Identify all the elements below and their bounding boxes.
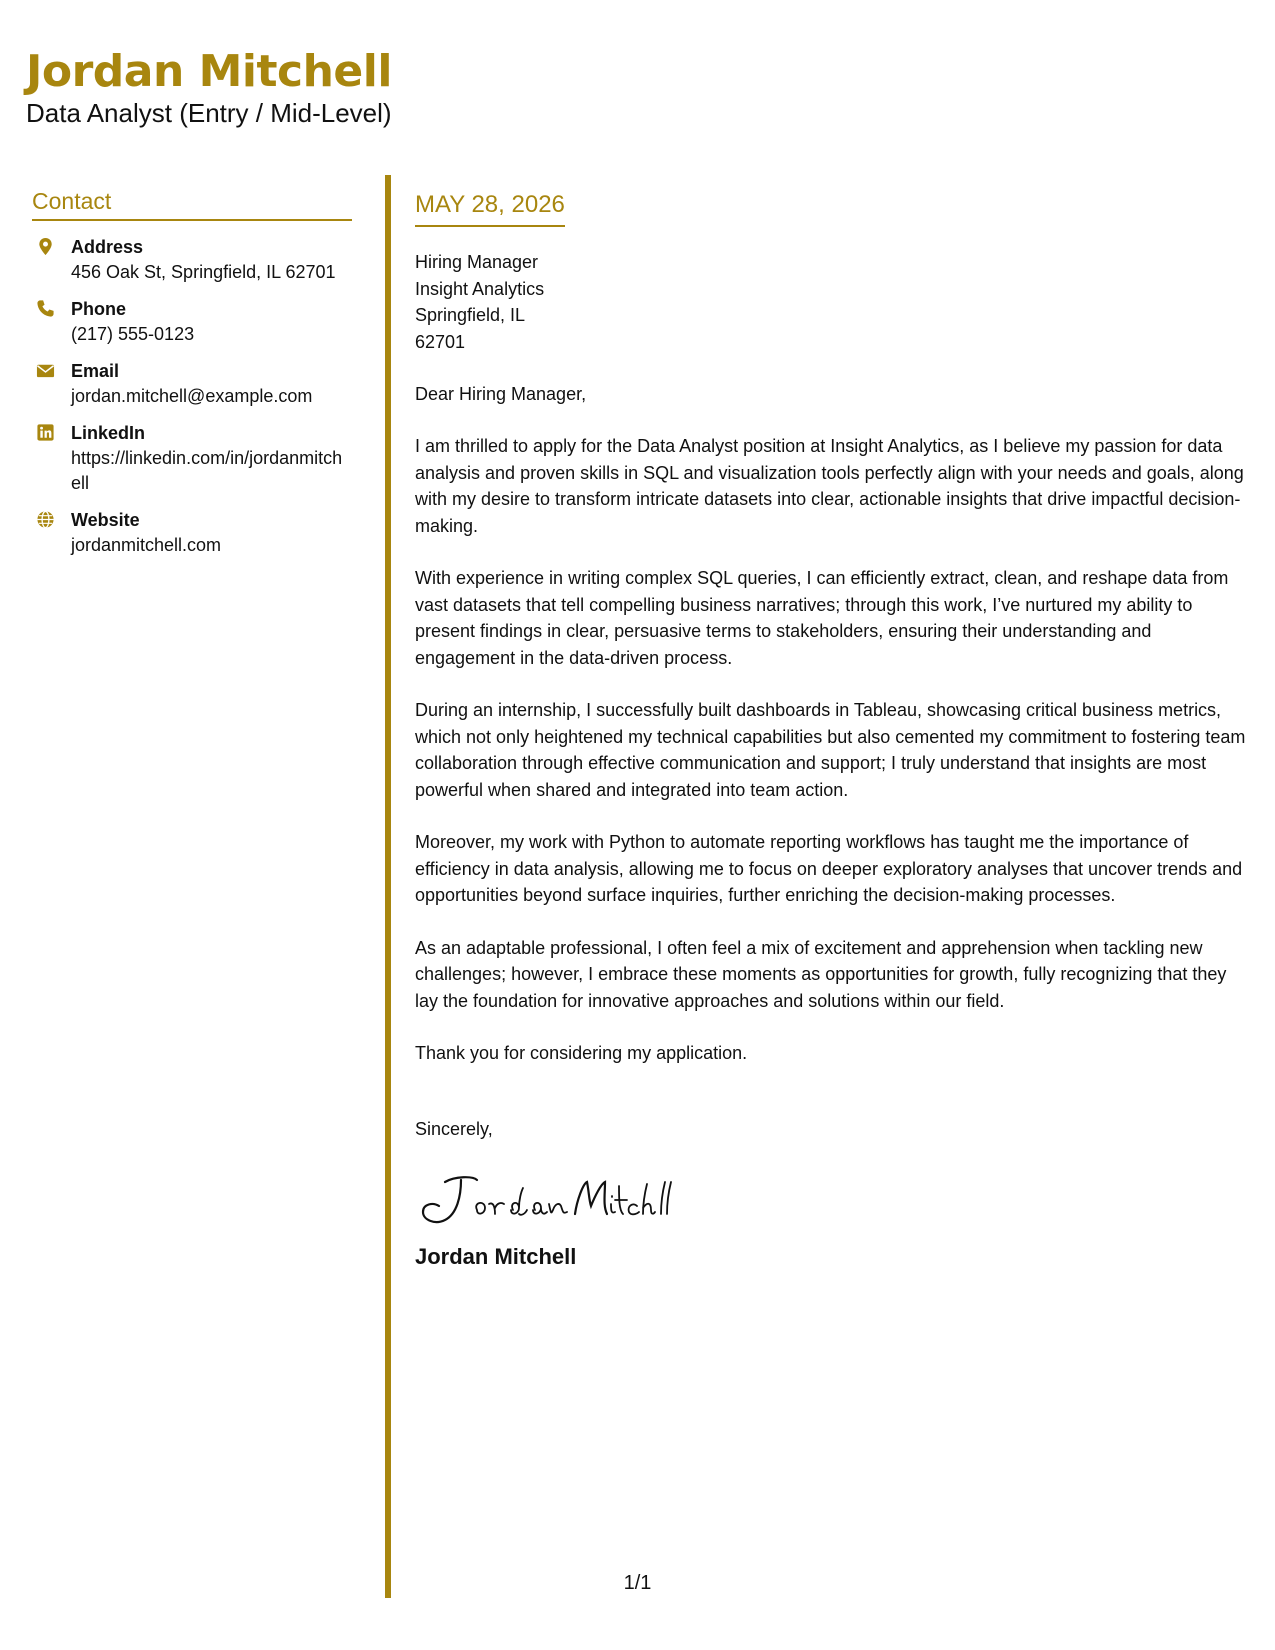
letter-body [415, 191, 1250, 1270]
website-value[interactable]: jordanmitchell.com [71, 535, 222, 555]
contact-item-address [32, 235, 352, 285]
letter-date: MAY 28, 2026 [415, 191, 565, 227]
page-number: 1/1 [623, 1572, 652, 1594]
body-paragraph: During an internship, I successfully built dashboards in Tableau, showcasing critical business metrics, which not only heightened my technical capabilities but also cemented my commitment to fostering team collaboration through effective communication and support; I truly understand that insights are most powerful when shared and integrated into team action. [415, 700, 1246, 800]
greeting: Dear Hiring Manager, [415, 384, 587, 404]
contact-sidebar [32, 188, 352, 570]
phone-value: (217) 555-0123 [71, 324, 195, 344]
contact-heading: Contact [32, 188, 352, 221]
map-pin-icon [36, 237, 55, 256]
address-value: 456 Oak St, Springfield, IL 62701 [71, 262, 336, 282]
recipient-line: Springfield, IL [415, 305, 526, 325]
body-paragraph: With experience in writing complex SQL queries, I can efficiently extract, clean, and reshape data from vast datasets that tell compelling business narratives; through this work, I’ve nurtured my ability to present findings in clear, persuasive terms to stakeholders, ensuring their understanding and engagement in the data-driven process. [415, 568, 1229, 668]
contact-item-phone [32, 297, 352, 347]
email-value[interactable]: jordan.mitchell@example.com [71, 386, 313, 406]
linkedin-icon [36, 423, 55, 442]
closing: Sincerely, [415, 1118, 493, 1139]
recipient-line: 62701 [415, 331, 466, 352]
recipient-line: Hiring Manager [415, 252, 539, 272]
thank-you-paragraph: Thank you for considering my application. [415, 1043, 748, 1063]
contact-label: LinkedIn [71, 423, 146, 443]
contact-label: Phone [71, 299, 127, 319]
contact-label: Email [71, 361, 120, 381]
handwritten-signature [415, 1170, 675, 1230]
contact-item-linkedin [32, 421, 352, 496]
body-paragraph: As an adaptable professional, I often feel a mix of excitement and apprehension when tackling new challenges; however, I embrace these moments as opportunities for growth, fully recognizing that they lay the foundation for innovative approaches and solutions within our field. [415, 937, 1227, 1011]
recipient-line: Insight Analytics [415, 278, 545, 299]
contact-label: Website [71, 510, 140, 530]
linkedin-value[interactable]: https://linkedin.com/in/jordanmitchell [71, 448, 343, 493]
contact-item-email [32, 359, 352, 409]
contact-label: Address [71, 237, 144, 257]
globe-icon [36, 510, 55, 529]
job-title: Data Analyst (Entry / Mid-Level) [26, 98, 392, 128]
body-paragraph: I am thrilled to apply for the Data Analyst position at Insight Analytics, as I believe my passion for data analysis and proven skills in SQL and visualization tools perfectly align with your needs and goals, along with my desire to transform intricate datasets into clear, actionable insights that drive impactful decision-making. [415, 436, 1244, 536]
recipient-block [415, 249, 1250, 355]
body-paragraph: Moreover, my work with Python to automate reporting workflows has taught me the importance of efficiency in data analysis, allowing me to focus on deeper exploratory analyses that uncover trends and opportunities beyond surface inquiries, further enriching the decision-making processes. [415, 832, 1243, 905]
signed-name: Jordan Mitchell [415, 1243, 577, 1269]
candidate-name: Jordan Mitchell [26, 46, 392, 97]
column-divider [385, 175, 391, 1598]
envelope-icon [36, 361, 55, 380]
contact-item-website [32, 508, 352, 558]
phone-icon [36, 299, 55, 318]
